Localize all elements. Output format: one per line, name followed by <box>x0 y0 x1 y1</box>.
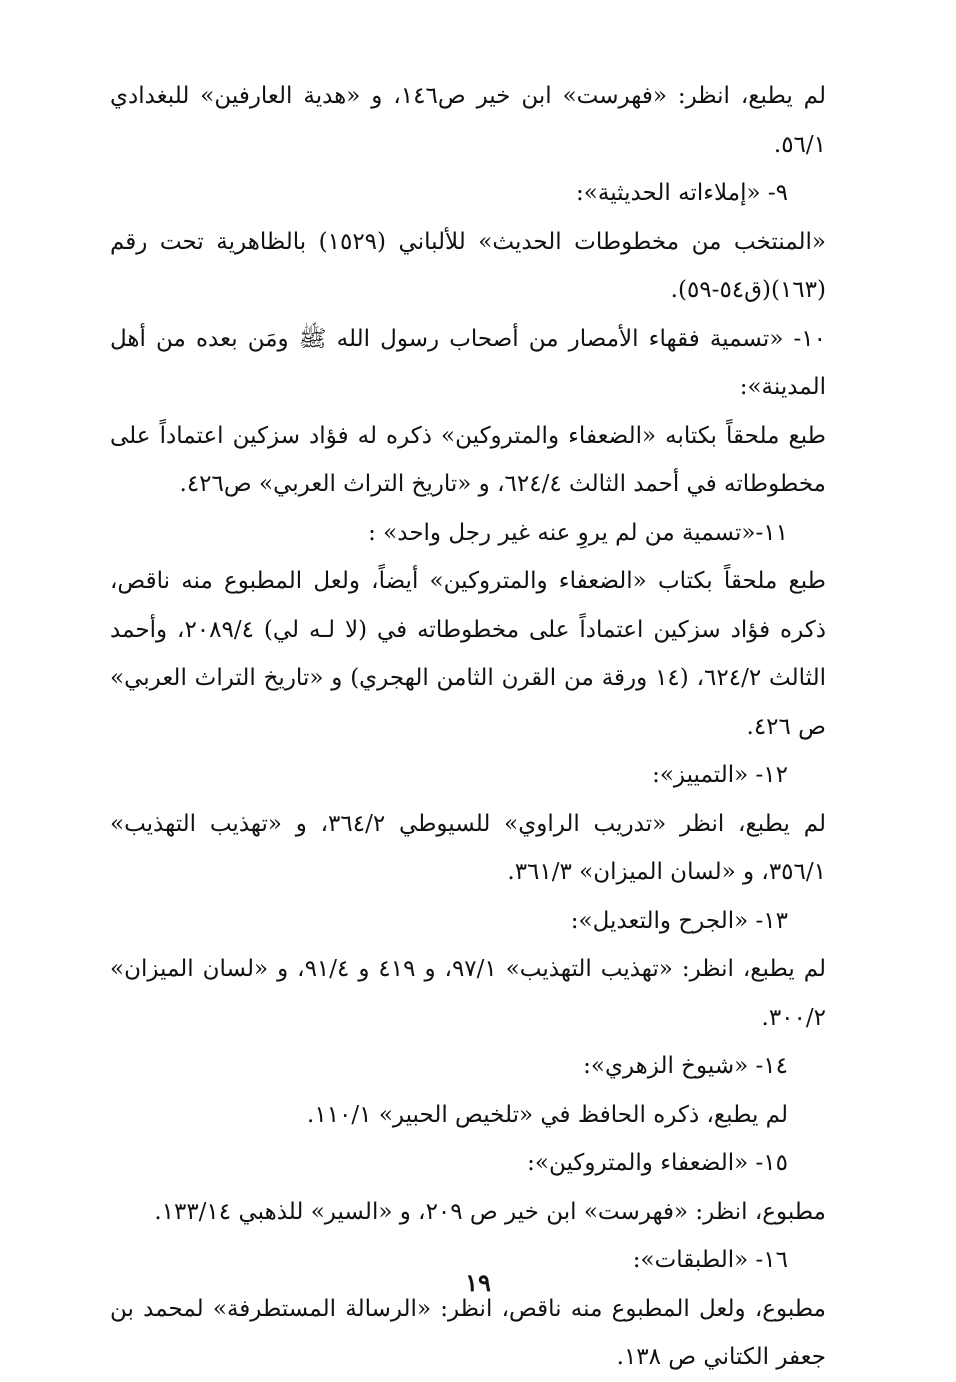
footnote-continuation: لم يطبع، انظر: «فهرست» ابن خير ص١٤٦، و «هدية العارفين» للبغدادي ٥٦/١. <box>110 83 826 158</box>
page-body <box>110 72 826 1382</box>
page-number: ١٩ <box>465 1268 491 1297</box>
item-heading-10: ١٠- «تسمية فقهاء الأمصار من أصحاب رسول الله ﷺ ومَن بعده من أهل المدينة»: <box>110 325 826 400</box>
item-body-13: لم يطبع، انظر: «تهذيب التهذيب» ٩٧/١، و ٤١٩ و ٩١/٤، و «لسان الميزان» ٣٠٠/٢. <box>110 956 827 1031</box>
item-body-9: «المنتخب من مخطوطات الحديث» للألباني (١٥٢٩) بالظاهرية تحت رقم (١٦٣)(ق٥٤-٥٩). <box>110 228 826 303</box>
item-body-15: مطبوع، انظر: «فهرست» ابن خير ص ٢٠٩، و «السير» للذهبي ١٣٣/١٤. <box>154 1198 826 1225</box>
item-heading-16: ١٦- «الطبقات»: <box>632 1247 788 1273</box>
item-body-16: مطبوع، ولعل المطبوع منه ناقص، انظر: «الرسالة المستطرفة» لمحمد بن جعفر الكتاني ص ١٣٨. <box>110 1295 826 1370</box>
item-body-12: لم يطبع، انظر «تدريب الراوي» للسيوطي ٣٦٤/٢، و «تهذيب التهذيب» ٣٥٦/١، و «لسان الميزان» ٣٦١/٣. <box>110 810 827 885</box>
item-heading-15: ١٥- «الضعفاء والمتروكين»: <box>527 1150 788 1176</box>
item-heading-11: ١١-«تسمية من لم يروِ عنه غير رجل واحد» : <box>368 519 788 546</box>
item-heading-13: ١٣- «الجرح والتعديل»: <box>570 907 788 934</box>
item-body-10: طبع ملحقاً بكتابه «الضعفاء والمتروكين» ذكره له فؤاد سزكين اعتماداً على مخطوطاته في أحمد الثالث ٦٢٤/٤، و «تاريخ التراث العربي» ص٤٢٦. <box>110 422 826 497</box>
item-heading-12: ١٢- «التمييز»: <box>652 762 788 788</box>
item-body-11: طبع ملحقاً بكتاب «الضعفاء والمتروكين» أيضاً، ولعل المطبوع منه ناقص، ذكره فؤاد سزكين اعتماداً على مخطوطاته في (لا لـه لي) ٢٠٨٩/٤، وأحمد الثالث ٦٢٤/٢، (١٤ ورقة من القرن الثامن الهجري) و «تاريخ التراث العربي» ص ٤٢٦. <box>110 568 826 740</box>
item-heading-9: ٩- «إملاءاته الحديثية»: <box>576 180 788 206</box>
item-heading-14: ١٤- «شيوخ الزهري»: <box>583 1053 788 1079</box>
item-body-14: لم يطبع، ذكره الحافظ في «تلخيص الحبير» ١١٠/١. <box>307 1101 788 1128</box>
